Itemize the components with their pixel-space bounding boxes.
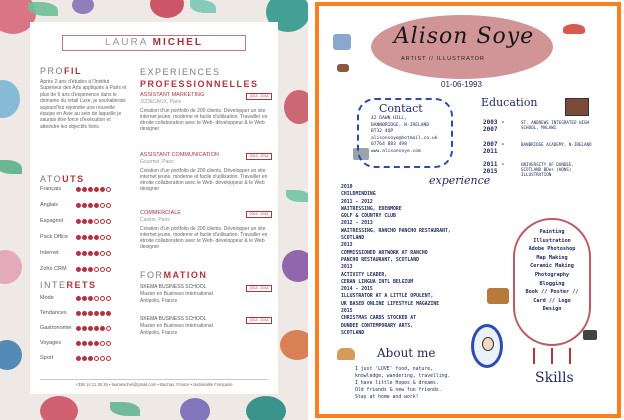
name-box (62, 35, 246, 51)
flower-decoration (0, 80, 20, 118)
rating-dot (88, 187, 93, 192)
profil-heading: PROFIL (40, 66, 83, 76)
rating-dot (82, 356, 87, 361)
atout-label: Zoho CRM (40, 266, 67, 272)
atouts-heading: ATOUTS (40, 174, 85, 184)
rating-dot (100, 203, 105, 208)
rating-dot (76, 219, 81, 224)
experience-line: DUNDEE CONTEMPORARY ARTS, (341, 323, 414, 329)
flower-decoration (0, 340, 22, 370)
experience-date: 2013 - 2014 (246, 153, 272, 160)
experience-description: Création d'un portfolio de 200 clients. Développer un site internet jeune, moderne et facile d'utilisation. Travailler en étroite collaboration avec le Web- développeur & le Web designer (140, 226, 268, 250)
atout-label: Français (40, 186, 62, 192)
contact-line: BANNBRIDGE, N-IRELAND (371, 122, 430, 128)
atout-rating (76, 187, 111, 192)
contact-details (371, 116, 437, 155)
leaf-decoration (190, 0, 216, 13)
atout-rating (76, 267, 111, 272)
experience-title: COMMERCIALE (140, 210, 181, 216)
flower-decoration (150, 0, 184, 18)
education-school: BANBRIDGE ACADEMY, N-IRELAND (521, 142, 592, 147)
about-line: Old friends & new fun friends. (355, 388, 442, 393)
artist-subtitle: ARTIST // ILLUSTRATOR (401, 56, 485, 62)
portrait-mirror (471, 324, 503, 368)
flower-decoration (72, 0, 94, 14)
rating-dot (76, 341, 81, 346)
rating-dot (106, 251, 111, 256)
interet-label: Sport (40, 355, 54, 361)
interet-rating (76, 341, 111, 346)
interet-label: Tendances (40, 310, 67, 316)
rating-dot (94, 341, 99, 346)
atout-label: Espagnol (40, 218, 63, 224)
skill-item: Book // Poster // (525, 289, 579, 296)
interet-label: Voyages (40, 340, 62, 346)
flower-decoration (40, 396, 78, 420)
experience-line: GOLF & COUNTRY CLUB (341, 214, 396, 220)
formation-school: SKEMA BUSINESS SCHOOL (140, 284, 207, 290)
experience-description: Création d'un portfolio de 200 clients. Développer un site internet jeune, moderne et facile d'utilisation. Travailler en étroite collaboration avec le Web- développeur & le Web designer (140, 168, 268, 192)
left-resume (0, 0, 308, 420)
rating-dot (82, 296, 87, 301)
right-resume (315, 2, 621, 418)
rating-dot (82, 219, 87, 224)
experience-date: 2013 - 2014 (246, 211, 272, 218)
education-years: 2011 - 2015 (483, 161, 505, 175)
interet-rating (76, 326, 111, 331)
about-line: knowledge, wandering, travelling. (355, 374, 451, 379)
rating-dot (94, 235, 99, 240)
portrait-face (482, 337, 494, 351)
rating-dot (76, 326, 81, 331)
about-line: Stay at home and work! (355, 395, 419, 400)
rating-dot (106, 296, 111, 301)
rating-dot (88, 311, 93, 316)
interet-rating (76, 356, 111, 361)
skill-item: Adobe Photoshop (528, 246, 576, 253)
about-text (355, 366, 450, 401)
rating-dot (100, 341, 105, 346)
contact-line: alisonsoye@hotmail.co.uk (371, 135, 438, 141)
contact-line: www.alisonsoye.com (371, 148, 421, 154)
experience-line: 2014 - 2015 (341, 287, 373, 293)
atout-rating (76, 235, 111, 240)
skills-list (519, 228, 585, 314)
experience-line: 2015 (341, 309, 353, 315)
arrow-decoration (551, 348, 553, 364)
about-line: I just 'LOVE' food, nature, (355, 367, 433, 372)
education-years: 2007 - 2011 (483, 141, 505, 155)
atout-label: Internet (40, 250, 59, 256)
books-icon (565, 98, 589, 116)
rating-dot (106, 219, 111, 224)
atout-rating (76, 219, 111, 224)
contact-footer: +336 14 11 36 36 • lauramichel@gmail.com • Bachas, France • Nationalité Française (75, 382, 233, 387)
experience-title: ASSISTANT COMMUNICATION (140, 152, 219, 158)
last-name: MICHEL (152, 37, 203, 48)
formation-date: 2013 - 2014 (246, 317, 272, 324)
rating-dot (106, 203, 111, 208)
rating-dot (76, 203, 81, 208)
rating-dot (94, 296, 99, 301)
rating-dot (88, 235, 93, 240)
artist-name: Alison Soye (393, 24, 535, 49)
experience-line: 2012 - 2013 (341, 221, 373, 227)
rating-dot (82, 235, 87, 240)
rating-dot (106, 187, 111, 192)
hat-icon (563, 24, 585, 34)
rating-dot (100, 311, 105, 316)
skill-item: Ceramic Making (530, 263, 574, 270)
contact-line: 42 DAWN HILL, (371, 116, 407, 121)
about-line: I have little Hopes & dreams. (355, 381, 439, 386)
experience-title: ASSISTANT MARKETING (140, 92, 205, 98)
skills-heading: Skills (535, 370, 574, 386)
rating-dot (100, 219, 105, 224)
rating-dot (100, 267, 105, 272)
rating-dot (88, 356, 93, 361)
flower-decoration (180, 398, 210, 420)
rating-dot (94, 326, 99, 331)
experience-line: SCOTLAND (341, 236, 365, 242)
atout-label: Pack Office (40, 234, 69, 240)
rating-dot (106, 311, 111, 316)
experience-description: Création d'un portfolio de 200 clients. Développer un site internet jeune, moderne et facile d'utilisation. Travailler en étroite collaboration avec le Web- développeur & le Web designer (140, 108, 268, 132)
rating-dot (82, 326, 87, 331)
camera-icon (583, 330, 597, 340)
contact-heading: Contact (379, 102, 423, 115)
rating-dot (76, 296, 81, 301)
rating-dot (88, 251, 93, 256)
experience-date: 2013 - 2014 (246, 93, 272, 100)
profil-text: Après 2 ans d'études à l'Institut Supérieur des Arts appliqués à Paris et plus de 6 ans d'expérience dans le domaine du retail Luxe, je souhaiterais aujourd'hui rejoindre une nouvelle équipe en Asie au sein de laquelle je saurais être force d'exécution et atteindre les objectifs fixés. (40, 79, 127, 130)
rating-dot (88, 341, 93, 346)
rating-dot (106, 341, 111, 346)
education-school: UNIVERSITY OF DUNDEE, SCOTLAND BDes (HONS) ILLUSTRATION (521, 162, 574, 178)
flower-decoration (246, 396, 286, 420)
atout-label: Anglais (40, 202, 59, 208)
education-years: 2003 - 2007 (483, 119, 505, 133)
flower-decoration (282, 250, 308, 282)
experience-line: CERAN LINGUA INTL BELGIUM (341, 279, 414, 285)
formation-date: 2013 - 2014 (246, 285, 272, 292)
formation-degree: Master en Business International (140, 291, 213, 297)
rating-dot (100, 356, 105, 361)
rating-dot (106, 356, 111, 361)
skill-item: Map Making (536, 254, 568, 261)
rating-dot (94, 187, 99, 192)
experience-company: JCDECAUX, Paris (140, 99, 182, 105)
experience-list (341, 184, 451, 337)
rating-dot (82, 311, 87, 316)
interet-label: Gastronomie (40, 325, 72, 331)
rating-dot (76, 267, 81, 272)
rating-dot (94, 311, 99, 316)
rating-dot (76, 251, 81, 256)
formation-location: Antipolis, France (140, 298, 178, 304)
rating-dot (94, 356, 99, 361)
rating-dot (106, 235, 111, 240)
rating-dot (106, 267, 111, 272)
arrow-decoration (569, 348, 571, 364)
rating-dot (94, 219, 99, 224)
experience-line: PANCHO RESTAURANT, SCOTLAND (341, 257, 419, 263)
skill-item: Card // Logo (533, 297, 571, 304)
atout-rating (76, 203, 111, 208)
experience-line: WAITRESSING, RANCHO PANCHO RESTAURANT, (341, 228, 451, 234)
rating-dot (94, 203, 99, 208)
date-of-birth: 01-06-1993 (441, 80, 482, 89)
experience-line: ILLUSTRATOR AT A LITTLE OPULENT, (341, 294, 434, 300)
interet-label: Mode (40, 295, 54, 301)
about-heading: About me (377, 346, 436, 360)
arrow-decoration (533, 348, 535, 364)
contact-line: BT32 4QP (371, 129, 394, 134)
experience-company: Gourmet, Paris (140, 159, 174, 165)
experience-heading: experience (429, 174, 491, 187)
rating-dot (100, 296, 105, 301)
resume-card (30, 22, 278, 394)
rating-dot (76, 235, 81, 240)
suitcase-icon (487, 288, 509, 304)
experience-line: 2013 (341, 243, 353, 249)
rating-dot (88, 267, 93, 272)
rating-dot (94, 267, 99, 272)
rating-dot (76, 356, 81, 361)
shirt-icon (333, 34, 351, 50)
footer-divider (40, 379, 268, 380)
skill-item: Painting (539, 229, 565, 235)
rating-dot (100, 235, 105, 240)
rating-dot (88, 296, 93, 301)
formation-location: Antipolis, France (140, 330, 178, 336)
boots-icon (337, 64, 349, 72)
skill-item: Photography (534, 271, 570, 278)
cake-icon (337, 348, 355, 360)
first-name: LAURA (105, 37, 148, 48)
rating-dot (82, 267, 87, 272)
rating-dot (88, 219, 93, 224)
experience-line: 2013 (341, 265, 353, 271)
rating-dot (76, 187, 81, 192)
rating-dot (82, 203, 87, 208)
rating-dot (100, 187, 105, 192)
formation-degree: Master en Business International (140, 323, 213, 329)
flower-decoration (0, 250, 22, 284)
atout-rating (76, 251, 111, 256)
rating-dot (94, 251, 99, 256)
skill-item: Illustration (533, 237, 571, 244)
flower-decoration (284, 90, 308, 124)
skill-item: Design (542, 306, 562, 313)
rating-dot (88, 203, 93, 208)
contact-line: 07764 883 498 (371, 142, 407, 147)
education-school: ST. ANDREWS INTEGRATED HIGH SCHOOL, MALAWI (521, 120, 590, 131)
interet-rating (76, 296, 111, 301)
rating-dot (88, 326, 93, 331)
experience-line: COMMISSIONED ARTWORK AT RANCHO (341, 250, 428, 256)
experience-line: 2010 (341, 185, 353, 190)
interet-rating (76, 311, 111, 316)
experience-line: CHRISTMAS CARDS STOCKED AT (341, 316, 417, 322)
education-heading: Education (481, 96, 538, 109)
experience-line: WAITRESSING, EDENMORE (341, 206, 402, 212)
rating-dot (82, 341, 87, 346)
experience-line: 2011 - 2012 (341, 199, 373, 205)
formation-heading: FORMATION (140, 270, 208, 280)
leaf-decoration (286, 190, 308, 202)
experience-line: SCOTLAND (341, 330, 365, 336)
experience-company: Casino, Paris (140, 217, 170, 223)
leaf-decoration (0, 160, 22, 174)
experiences-heading: EXPERIENCES PROFESSIONNELLES (140, 67, 259, 89)
experience-line: UK BASED ONLINE LIFESTYLE MAGAZINE (341, 301, 440, 307)
rating-dot (100, 251, 105, 256)
rating-dot (100, 326, 105, 331)
skill-item: Blogging (539, 280, 565, 287)
experience-line: CHILDMINDING (341, 192, 376, 198)
rating-dot (106, 326, 111, 331)
flower-decoration (280, 330, 308, 360)
rating-dot (76, 311, 81, 316)
formation-school: SKEMA BUSINESS SCHOOL (140, 316, 207, 322)
rating-dot (82, 251, 87, 256)
interets-heading: INTERETS (40, 280, 97, 290)
rating-dot (82, 187, 87, 192)
leaf-decoration (110, 402, 140, 416)
experience-line: ACTIVITY LEADER, (341, 272, 388, 278)
